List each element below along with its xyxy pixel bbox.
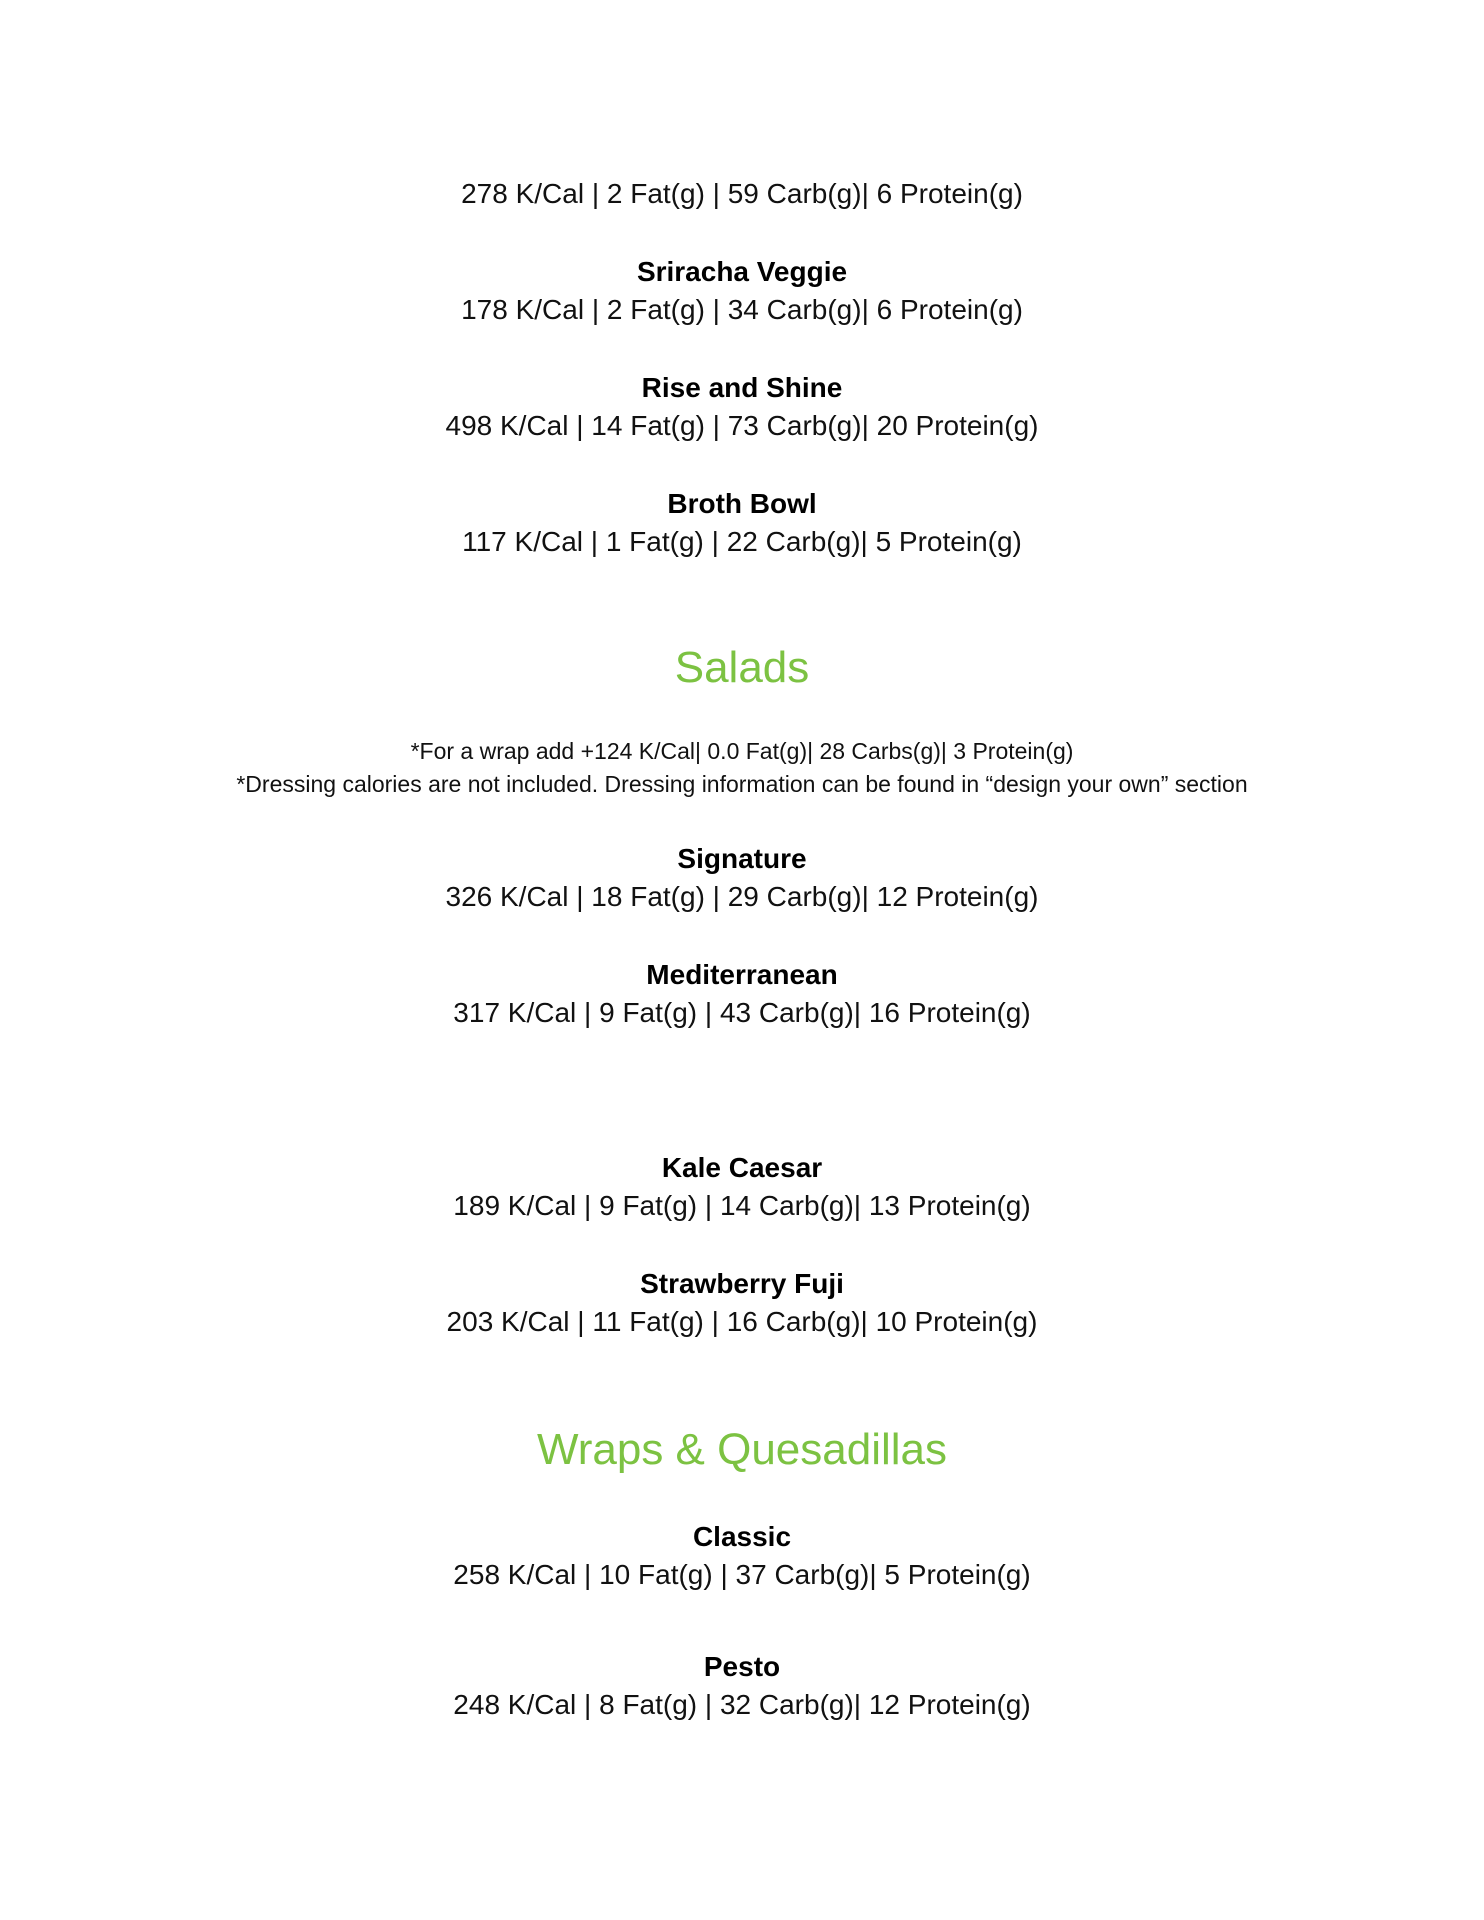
item-nutrition: 326 K/Cal | 18 Fat(g) | 29 Carb(g)| 12 Protein(g) (445, 881, 1039, 912)
item-nutrition: 317 K/Cal | 9 Fat(g) | 43 Carb(g)| 16 Protein(g) (453, 997, 1031, 1028)
item-name: Sriracha Veggie (636, 256, 848, 287)
salads-note-wrap: *For a wrap add +124 K/Cal| 0.0 Fat(g)| 28 Carbs(g)| 3 Protein(g) (410, 738, 1074, 764)
item-name: Signature (677, 843, 807, 874)
item-name: Rise and Shine (641, 372, 843, 403)
item-name: Broth Bowl (667, 488, 817, 519)
item-name: Kale Caesar (661, 1152, 823, 1183)
item-nutrition: 248 K/Cal | 8 Fat(g) | 32 Carb(g)| 12 Protein(g) (453, 1689, 1031, 1720)
item-name: Strawberry Fuji (640, 1268, 844, 1299)
item-nutrition: 498 K/Cal | 14 Fat(g) | 73 Carb(g)| 20 Protein(g) (445, 410, 1039, 441)
item-nutrition: 117 K/Cal | 1 Fat(g) | 22 Carb(g)| 5 Protein(g) (462, 526, 1022, 557)
item-nutrition: 278 K/Cal | 2 Fat(g) | 59 Carb(g)| 6 Protein(g) (461, 178, 1023, 209)
item-name: Mediterranean (646, 959, 838, 990)
section-title-wraps: Wraps & Quesadillas (536, 1425, 948, 1474)
salads-note-dressing: *Dressing calories are not included. Dressing information can be found in “design your own” section (236, 771, 1248, 797)
section-title-salads: Salads (674, 643, 810, 692)
item-nutrition: 189 K/Cal | 9 Fat(g) | 14 Carb(g)| 13 Protein(g) (453, 1190, 1031, 1221)
item-nutrition: 203 K/Cal | 11 Fat(g) | 16 Carb(g)| 10 Protein(g) (446, 1306, 1038, 1337)
item-name: Classic (692, 1521, 792, 1552)
item-nutrition: 258 K/Cal | 10 Fat(g) | 37 Carb(g)| 5 Protein(g) (453, 1559, 1031, 1590)
item-nutrition: 178 K/Cal | 2 Fat(g) | 34 Carb(g)| 6 Protein(g) (461, 294, 1023, 325)
item-name: Pesto (703, 1651, 781, 1682)
